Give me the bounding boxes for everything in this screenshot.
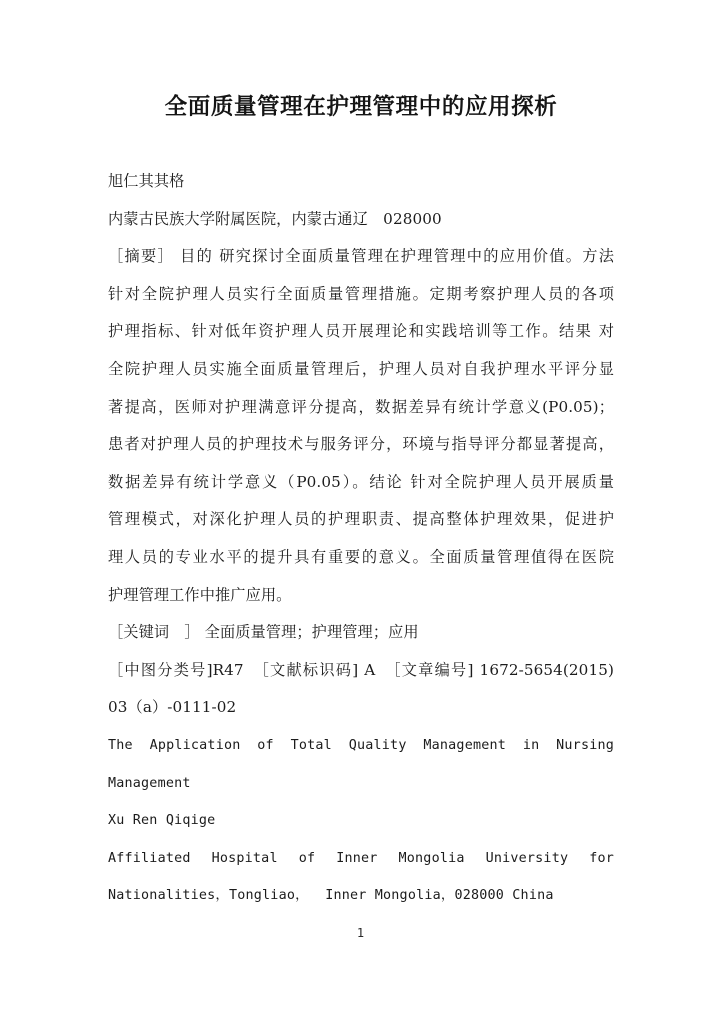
affiliation-en-line: Affiliated Hospital of Inner Mongolia University for (108, 850, 614, 866)
english-block (108, 727, 614, 915)
abstract-line: 著提高，医师对护理满意评分提高，数据差异有统计学意义(P0.05)； (108, 397, 614, 416)
document-content (108, 0, 614, 915)
abstract-line: 全院护理人员实施全面质量管理后，护理人员对自我护理水平评分显 (108, 359, 614, 378)
abstract-line: 护理管理工作中推广应用。 (108, 585, 292, 604)
classification-line: 03（a）-0111-02 (108, 698, 237, 717)
page-title: 全面质量管理在护理管理中的应用探析 (164, 94, 558, 120)
title-en-line: The Application of Total Quality Management in Nursing (108, 737, 614, 753)
keywords-cn-block (108, 614, 614, 652)
title-en-line: Management (108, 775, 191, 791)
author-en: Xu Ren Qiqige (108, 813, 216, 829)
abstract-line: 护理指标、针对低年资护理人员开展理论和实践培训等工作。结果 对 (108, 322, 614, 341)
author-name-cn: 旭仁其其格 (108, 172, 185, 190)
abstract-line: ［摘要］ 目的 研究探讨全面质量管理在护理管理中的应用价值。方法 (108, 247, 614, 266)
affiliation-en-line: Nationalities，Tongliao， Inner Mongolia，028000 China (108, 888, 554, 904)
classification-line: ［中图分类号]R47 ［文献标识码] A ［文章编号] 1672-5654(2015) (108, 660, 614, 679)
classification-block (108, 652, 614, 727)
abstract-line: 针对全院护理人员实行全面质量管理措施。定期考察护理人员的各项 (108, 284, 614, 303)
keywords-cn: ［关键词 ］ 全面质量管理；护理管理；应用 (108, 623, 419, 642)
author-block (108, 163, 614, 238)
abstract-cn-block (108, 238, 614, 614)
abstract-line: 理人员的专业水平的提升具有重要的意义。全面质量管理值得在医院 (108, 547, 614, 566)
affiliation-cn: 内蒙古民族大学附属医院，内蒙古通辽 028000 (108, 209, 442, 228)
abstract-line: 管理模式，对深化护理人员的护理职责、提高整体护理效果，促进护 (108, 510, 614, 529)
abstract-line: 数据差异有统计学意义（P0.05）。结论 针对全院护理人员开展质量 (108, 472, 614, 491)
page-number: 1 (356, 926, 365, 940)
abstract-line: 患者对护理人员的护理技术与服务评分，环境与指导评分都显著提高， (108, 435, 614, 454)
